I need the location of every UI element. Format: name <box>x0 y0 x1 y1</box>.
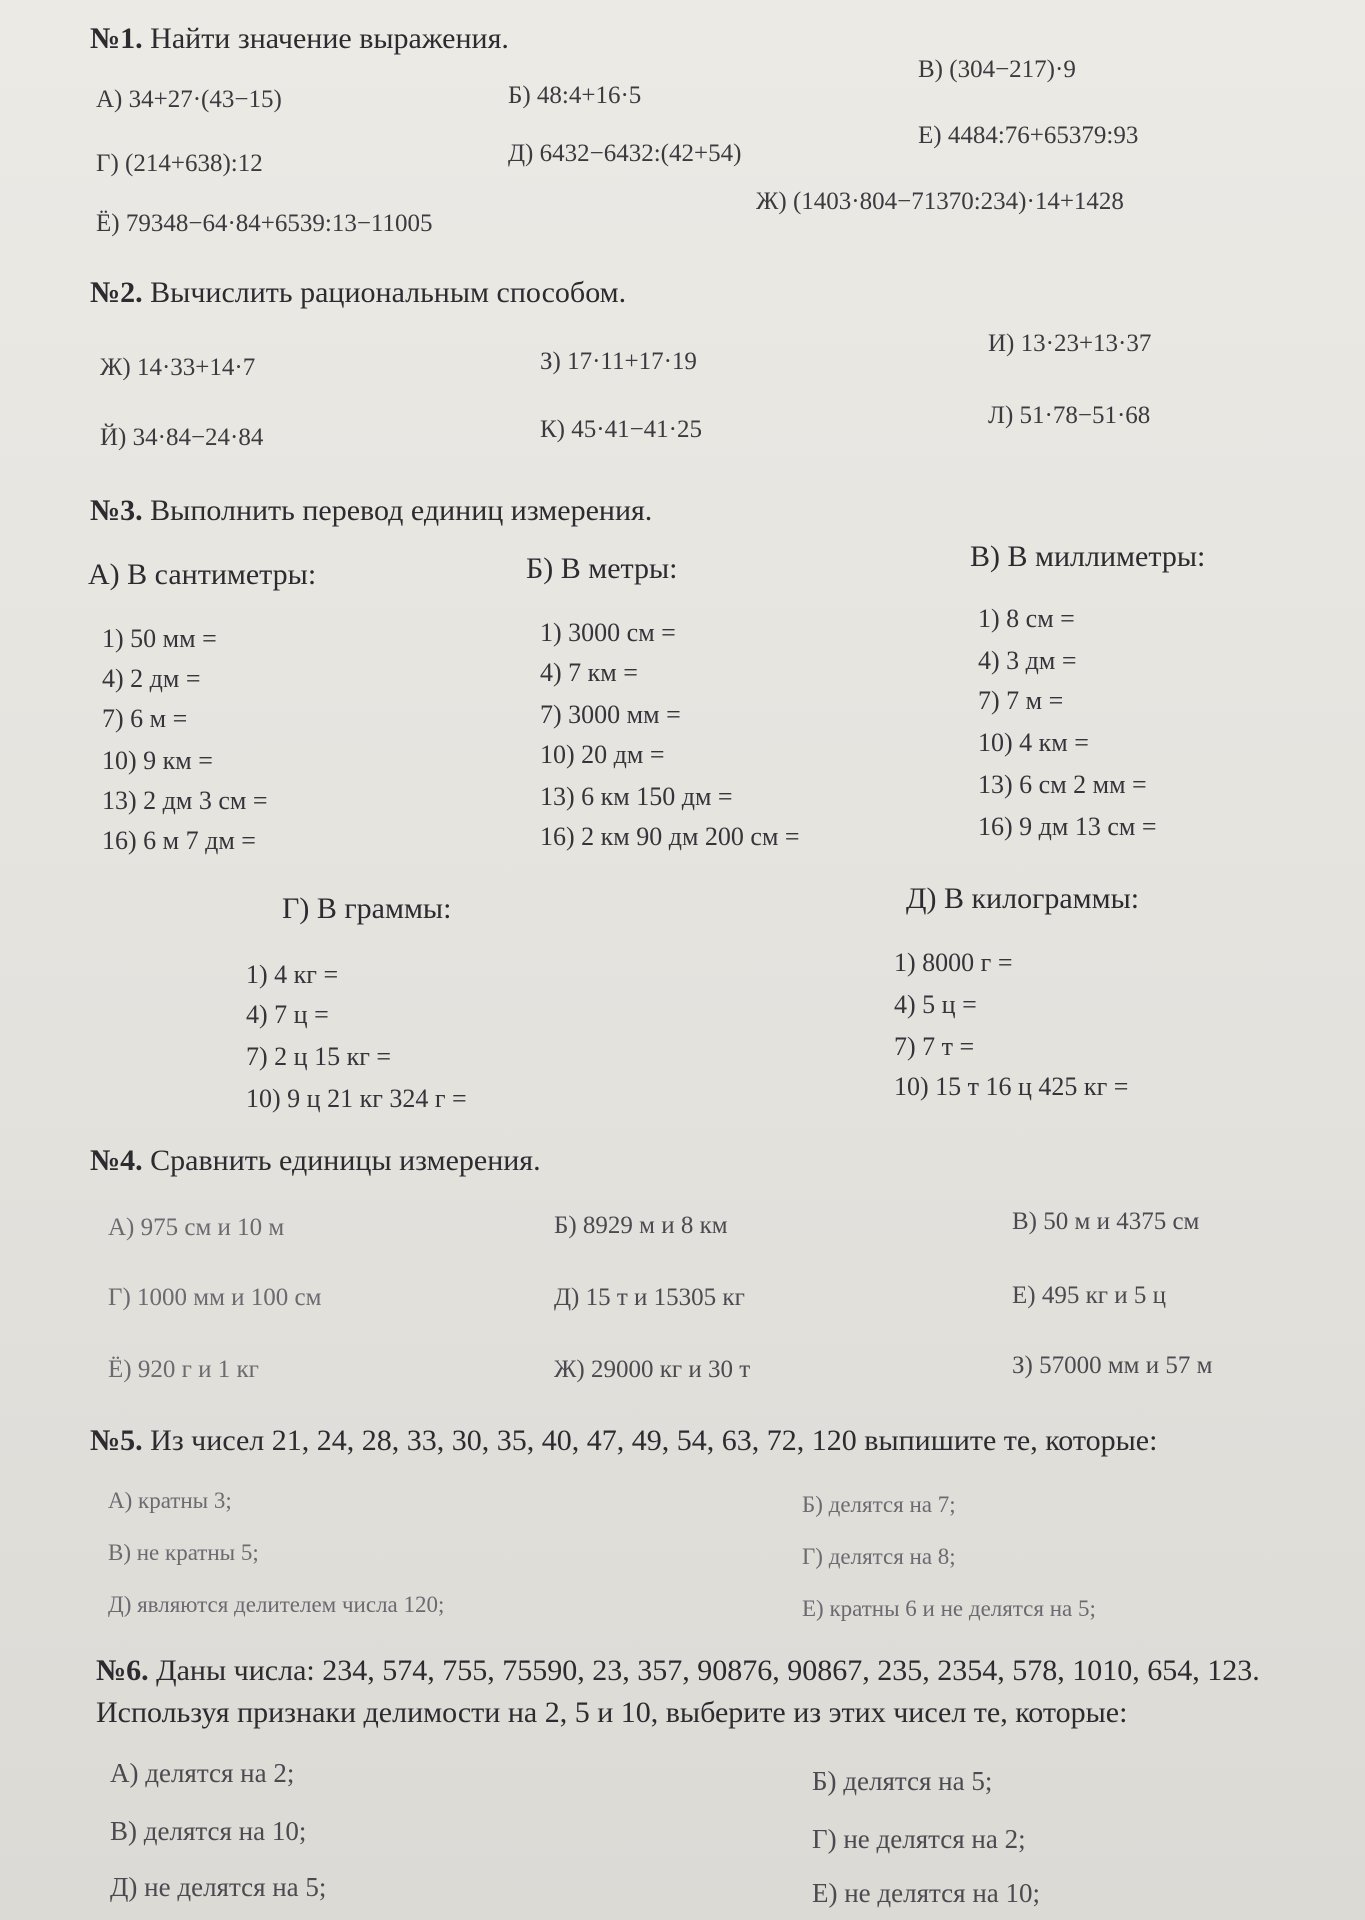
task3-line: 1) 50 мм = <box>102 624 217 653</box>
task3-column-heading: Б) В метры: <box>526 552 678 585</box>
task5-title: Из чисел 21, 24, 28, 33, 30, 35, 40, 47, 49, 54, 63, 72, 120 выпишите те, которые: <box>150 1424 1158 1457</box>
task3-line: 7) 7 т = <box>894 1032 975 1061</box>
task4-item: Ё) 920 г и 1 кг <box>108 1356 259 1383</box>
task3-line: 4) 5 ц = <box>894 990 977 1019</box>
task3-line: 10) 9 км = <box>102 746 213 775</box>
task1-item: Ё) 79348−64·84+6539:13−11005 <box>96 210 433 237</box>
task5-number: №5. <box>90 1424 143 1457</box>
task4-number: №4. <box>90 1144 143 1177</box>
task2-item: И) 13·23+13·37 <box>988 330 1152 357</box>
task5-item: В) не кратны 5; <box>108 1540 259 1565</box>
task3-title: Выполнить перевод единиц измерения. <box>150 494 653 527</box>
task3-line: 1) 8 см = <box>978 604 1075 633</box>
task2-number: №2. <box>90 276 143 309</box>
task4-item: Г) 1000 мм и 100 см <box>108 1284 322 1311</box>
task1-item: Г) (214+638):12 <box>96 150 263 177</box>
task3-heading <box>90 494 652 528</box>
task1-title: Найти значение выражения. <box>150 22 509 55</box>
task6-item: Б) делятся на 5; <box>812 1766 993 1796</box>
task5-item: Б) делятся на 7; <box>802 1492 956 1517</box>
task2-heading <box>90 276 626 310</box>
task2-title: Вычислить рациональным способом. <box>150 276 627 309</box>
task4-item: Д) 15 т и 15305 кг <box>554 1284 745 1311</box>
task6-number: №6. <box>96 1654 149 1687</box>
task1-item: Ж) (1403·804−71370:234)·14+1428 <box>756 188 1124 215</box>
task3-line: 4) 7 км = <box>540 658 638 687</box>
task5-item: Г) делятся на 8; <box>802 1544 956 1569</box>
task3-line: 4) 3 дм = <box>978 646 1077 675</box>
task4-item: В) 50 м и 4375 см <box>1012 1208 1200 1235</box>
task3-line: 7) 6 м = <box>102 704 188 733</box>
task4-item: Е) 495 кг и 5 ц <box>1012 1282 1167 1309</box>
task3-line: 1) 3000 см = <box>540 618 676 647</box>
task3-line: 1) 8000 г = <box>894 948 1013 977</box>
task5-item: Е) кратны 6 и не делятся на 5; <box>802 1596 1096 1621</box>
task3-line: 4) 2 дм = <box>102 664 201 693</box>
task5-item: Д) являются делителем числа 120; <box>108 1592 445 1617</box>
task5-item: А) кратны 3; <box>108 1488 232 1513</box>
task3-line: 7) 2 ц 15 кг = <box>246 1042 392 1071</box>
task3-line: 16) 9 дм 13 см = <box>978 812 1157 841</box>
task3-number: №3. <box>90 494 143 527</box>
task6-item: Г) не делятся на 2; <box>812 1824 1026 1854</box>
task4-item: Ж) 29000 кг и 30 т <box>554 1356 751 1383</box>
task2-item: Ж) 14·33+14·7 <box>100 354 256 381</box>
task5-heading <box>90 1424 1157 1458</box>
task3-column-heading: В) В миллиметры: <box>970 540 1206 573</box>
task6-item: Д) не делятся на 5; <box>110 1872 327 1902</box>
task1-item: В) (304−217)·9 <box>918 56 1076 83</box>
task3-line: 13) 2 дм 3 см = <box>102 786 268 815</box>
task3-line: 10) 20 дм = <box>540 740 665 769</box>
task2-item: Й) 34·84−24·84 <box>100 424 264 451</box>
task1-item: А) 34+27·(43−15) <box>96 86 282 113</box>
task3-line: 7) 3000 мм = <box>540 700 681 729</box>
task4-item: А) 975 см и 10 м <box>108 1214 285 1241</box>
task2-item: Л) 51·78−51·68 <box>988 402 1151 429</box>
task3-column-heading: Д) В килограммы: <box>906 882 1140 915</box>
task6-item: Е) не делятся на 10; <box>812 1878 1040 1908</box>
task3-line: 16) 6 м 7 дм = <box>102 826 256 855</box>
task4-item: З) 57000 мм и 57 м <box>1012 1352 1213 1379</box>
task4-item: Б) 8929 м и 8 км <box>554 1212 728 1239</box>
task3-column-heading: Г) В граммы: <box>282 892 452 925</box>
task3-line: 7) 7 м = <box>978 686 1064 715</box>
task3-line: 10) 9 ц 21 кг 324 г = <box>246 1084 467 1113</box>
task6-item: В) делятся на 10; <box>110 1816 307 1846</box>
task3-line: 4) 7 ц = <box>246 1000 329 1029</box>
task3-line: 1) 4 кг = <box>246 960 339 989</box>
task3-line: 13) 6 км 150 дм = <box>540 782 733 811</box>
task6-item: А) делятся на 2; <box>110 1758 295 1788</box>
task6-text: Даны числа: 234, 574, 755, 75590, 23, 357, 90876, 90867, 235, 2354, 578, 1010, 654, 123. Используя признаки делимости на 2, 5 и 10, выберите из этих чисел те, которые: <box>96 1654 1260 1729</box>
task2-item: К) 45·41−41·25 <box>540 416 702 443</box>
task3-line: 10) 15 т 16 ц 425 кг = <box>894 1072 1129 1101</box>
task2-item: З) 17·11+17·19 <box>540 348 697 375</box>
task1-item: Б) 48:4+16·5 <box>508 82 642 109</box>
task1-heading <box>90 22 509 56</box>
task4-heading <box>90 1144 541 1178</box>
task6-heading <box>96 1650 1346 1734</box>
task1-number: №1. <box>90 22 143 55</box>
task4-title: Сравнить единицы измерения. <box>150 1144 541 1177</box>
task1-item: Д) 6432−6432:(42+54) <box>508 140 742 167</box>
task3-line: 13) 6 см 2 мм = <box>978 770 1147 799</box>
task3-column-heading: А) В сантиметры: <box>88 558 317 591</box>
task3-line: 10) 4 км = <box>978 728 1089 757</box>
task3-line: 16) 2 км 90 дм 200 см = <box>540 822 800 851</box>
task1-item: Е) 4484:76+65379:93 <box>918 122 1139 149</box>
